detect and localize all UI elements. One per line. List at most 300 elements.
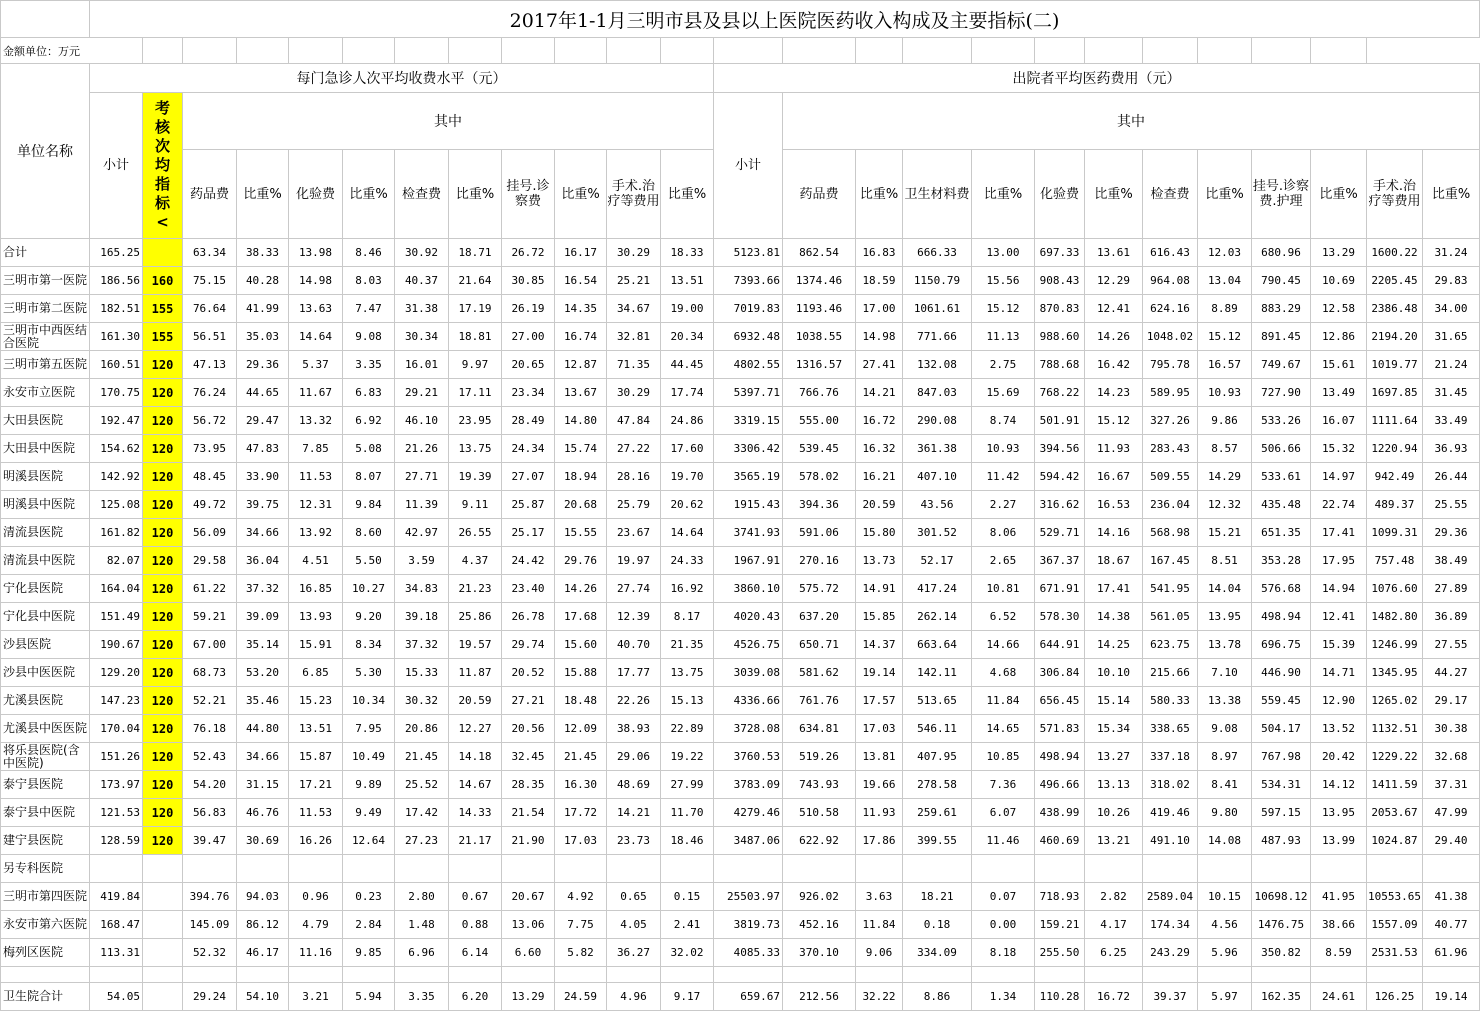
value-cell[interactable]: 1111.64 — [1367, 407, 1423, 435]
value-cell[interactable]: 14.91 — [856, 575, 903, 603]
value-cell[interactable]: 27.41 — [856, 351, 903, 379]
value-cell[interactable]: 539.45 — [783, 435, 856, 463]
empty-cell[interactable] — [555, 967, 607, 983]
kpi-cell[interactable]: 120 — [143, 631, 183, 659]
value-cell[interactable]: 10.81 — [972, 575, 1035, 603]
value-cell[interactable]: 534.31 — [1252, 771, 1311, 799]
value-cell[interactable]: 39.18 — [395, 603, 449, 631]
value-cell[interactable]: 192.47 — [90, 407, 143, 435]
value-cell[interactable]: 39.75 — [237, 491, 289, 519]
value-cell[interactable]: 29.74 — [502, 631, 555, 659]
kpi-cell[interactable] — [143, 883, 183, 911]
value-cell[interactable]: 316.62 — [1035, 491, 1085, 519]
value-cell[interactable]: 578.02 — [783, 463, 856, 491]
value-cell[interactable]: 3.35 — [343, 351, 395, 379]
value-cell[interactable]: 86.12 — [237, 911, 289, 939]
value-cell[interactable]: 132.08 — [903, 351, 972, 379]
value-cell[interactable]: 4.79 — [289, 911, 343, 939]
value-cell[interactable]: 14.94 — [1311, 575, 1367, 603]
value-cell[interactable]: 487.93 — [1252, 827, 1311, 855]
value-cell[interactable]: 18.71 — [449, 239, 502, 267]
value-cell[interactable]: 38.66 — [1311, 911, 1367, 939]
value-cell[interactable]: 52.17 — [903, 547, 972, 575]
value-cell[interactable]: 17.03 — [555, 827, 607, 855]
value-cell[interactable]: 10.15 — [1198, 883, 1252, 911]
value-cell[interactable]: 16.17 — [555, 239, 607, 267]
value-cell[interactable]: 16.67 — [1085, 463, 1143, 491]
value-cell[interactable]: 8.41 — [1198, 771, 1252, 799]
value-cell[interactable]: 12.39 — [607, 603, 661, 631]
value-cell[interactable]: 1132.51 — [1367, 715, 1423, 743]
value-cell[interactable]: 33.90 — [237, 463, 289, 491]
value-cell[interactable]: 506.66 — [1252, 435, 1311, 463]
value-cell[interactable]: 16.57 — [1198, 351, 1252, 379]
value-cell[interactable]: 17.11 — [449, 379, 502, 407]
empty-cell[interactable] — [183, 855, 237, 883]
unit-name-cell[interactable]: 尤溪县医院 — [1, 687, 90, 715]
value-cell[interactable]: 39.09 — [237, 603, 289, 631]
value-cell[interactable]: 44.27 — [1423, 659, 1480, 687]
value-cell[interactable]: 0.15 — [661, 883, 714, 911]
value-cell[interactable]: 47.13 — [183, 351, 237, 379]
value-cell[interactable]: 3565.19 — [714, 463, 783, 491]
value-cell[interactable]: 24.61 — [1311, 983, 1367, 1011]
value-cell[interactable]: 161.82 — [90, 519, 143, 547]
value-cell[interactable]: 1374.46 — [783, 267, 856, 295]
kpi-cell[interactable]: 120 — [143, 547, 183, 575]
value-cell[interactable]: 29.06 — [607, 743, 661, 771]
unit-name-cell[interactable]: 泰宁县医院 — [1, 771, 90, 799]
value-cell[interactable]: 3.21 — [289, 983, 343, 1011]
value-cell[interactable]: 16.54 — [555, 267, 607, 295]
value-cell[interactable]: 571.83 — [1035, 715, 1085, 743]
value-cell[interactable]: 5.50 — [343, 547, 395, 575]
kpi-cell[interactable]: 155 — [143, 295, 183, 323]
value-cell[interactable]: 17.60 — [661, 435, 714, 463]
value-cell[interactable]: 255.50 — [1035, 939, 1085, 967]
value-cell[interactable]: 38.49 — [1423, 547, 1480, 575]
value-cell[interactable]: 10698.12 — [1252, 883, 1311, 911]
value-cell[interactable]: 394.76 — [183, 883, 237, 911]
empty-cell[interactable] — [1311, 855, 1367, 883]
kpi-cell[interactable] — [143, 239, 183, 267]
empty-cell[interactable] — [1252, 855, 1311, 883]
value-cell[interactable]: 46.10 — [395, 407, 449, 435]
value-cell[interactable]: 19.70 — [661, 463, 714, 491]
value-cell[interactable]: 11.39 — [395, 491, 449, 519]
kpi-cell[interactable] — [143, 983, 183, 1011]
value-cell[interactable]: 29.47 — [237, 407, 289, 435]
value-cell[interactable]: 4.51 — [289, 547, 343, 575]
value-cell[interactable]: 186.56 — [90, 267, 143, 295]
value-cell[interactable]: 52.21 — [183, 687, 237, 715]
value-cell[interactable]: 35.03 — [237, 323, 289, 351]
corner-cell[interactable] — [1, 1, 90, 38]
value-cell[interactable]: 1076.60 — [1367, 575, 1423, 603]
value-cell[interactable]: 576.68 — [1252, 575, 1311, 603]
value-cell[interactable]: 27.21 — [502, 687, 555, 715]
value-cell[interactable]: 334.09 — [903, 939, 972, 967]
empty-cell[interactable] — [90, 855, 143, 883]
value-cell[interactable]: 13.95 — [1311, 799, 1367, 827]
value-cell[interactable]: 26.78 — [502, 603, 555, 631]
value-cell[interactable]: 11.53 — [289, 463, 343, 491]
value-cell[interactable]: 8.60 — [343, 519, 395, 547]
value-cell[interactable]: 63.34 — [183, 239, 237, 267]
value-cell[interactable]: 2053.67 — [1367, 799, 1423, 827]
value-cell[interactable]: 13.29 — [502, 983, 555, 1011]
value-cell[interactable]: 11.93 — [1085, 435, 1143, 463]
value-cell[interactable]: 16.85 — [289, 575, 343, 603]
value-cell[interactable]: 8.59 — [1311, 939, 1367, 967]
value-cell[interactable]: 4020.43 — [714, 603, 783, 631]
value-cell[interactable]: 32.68 — [1423, 743, 1480, 771]
value-cell[interactable]: 16.21 — [856, 463, 903, 491]
value-cell[interactable]: 13.51 — [289, 715, 343, 743]
value-cell[interactable]: 666.33 — [903, 239, 972, 267]
value-cell[interactable]: 2194.20 — [1367, 323, 1423, 351]
value-cell[interactable]: 278.58 — [903, 771, 972, 799]
empty-cell[interactable] — [783, 967, 856, 983]
unit-name-cell[interactable]: 三明市第五医院 — [1, 351, 90, 379]
value-cell[interactable]: 597.15 — [1252, 799, 1311, 827]
value-cell[interactable]: 18.48 — [555, 687, 607, 715]
value-cell[interactable]: 29.36 — [1423, 519, 1480, 547]
value-cell[interactable]: 24.34 — [502, 435, 555, 463]
value-cell[interactable]: 11.70 — [661, 799, 714, 827]
value-cell[interactable]: 3760.53 — [714, 743, 783, 771]
value-cell[interactable]: 19.97 — [607, 547, 661, 575]
value-cell[interactable]: 15.39 — [1311, 631, 1367, 659]
empty-cell[interactable] — [1252, 967, 1311, 983]
value-cell[interactable]: 12.29 — [1085, 267, 1143, 295]
empty-cell[interactable] — [856, 855, 903, 883]
value-cell[interactable]: 6.83 — [343, 379, 395, 407]
value-cell[interactable]: 25.55 — [1423, 491, 1480, 519]
value-cell[interactable]: 14.67 — [449, 771, 502, 799]
value-cell[interactable]: 6.96 — [395, 939, 449, 967]
value-cell[interactable]: 42.97 — [395, 519, 449, 547]
value-cell[interactable]: 9.08 — [343, 323, 395, 351]
value-cell[interactable]: 964.08 — [1143, 267, 1198, 295]
kpi-cell[interactable]: 120 — [143, 659, 183, 687]
empty-cell[interactable] — [343, 967, 395, 983]
value-cell[interactable]: 20.34 — [661, 323, 714, 351]
value-cell[interactable]: 16.32 — [856, 435, 903, 463]
value-cell[interactable]: 1967.91 — [714, 547, 783, 575]
value-cell[interactable]: 10.10 — [1085, 659, 1143, 687]
value-cell[interactable]: 4.37 — [449, 547, 502, 575]
value-cell[interactable]: 17.41 — [1085, 575, 1143, 603]
value-cell[interactable]: 541.95 — [1143, 575, 1198, 603]
value-cell[interactable]: 8.57 — [1198, 435, 1252, 463]
value-cell[interactable]: 17.41 — [1311, 519, 1367, 547]
value-cell[interactable]: 24.59 — [555, 983, 607, 1011]
kpi-cell[interactable]: 160 — [143, 267, 183, 295]
value-cell[interactable]: 71.35 — [607, 351, 661, 379]
value-cell[interactable]: 21.26 — [395, 435, 449, 463]
value-cell[interactable]: 9.97 — [449, 351, 502, 379]
value-cell[interactable]: 788.68 — [1035, 351, 1085, 379]
value-cell[interactable]: 353.28 — [1252, 547, 1311, 575]
value-cell[interactable]: 44.45 — [661, 351, 714, 379]
value-cell[interactable]: 30.32 — [395, 687, 449, 715]
value-cell[interactable]: 14.64 — [289, 323, 343, 351]
value-cell[interactable]: 54.20 — [183, 771, 237, 799]
kpi-cell[interactable]: 120 — [143, 379, 183, 407]
value-cell[interactable]: 28.49 — [502, 407, 555, 435]
value-cell[interactable]: 399.55 — [903, 827, 972, 855]
value-cell[interactable]: 26.44 — [1423, 463, 1480, 491]
value-cell[interactable]: 151.49 — [90, 603, 143, 631]
empty-cell[interactable] — [1367, 967, 1423, 983]
value-cell[interactable]: 306.84 — [1035, 659, 1085, 687]
value-cell[interactable]: 20.59 — [856, 491, 903, 519]
value-cell[interactable]: 182.51 — [90, 295, 143, 323]
value-cell[interactable]: 767.98 — [1252, 743, 1311, 771]
value-cell[interactable]: 757.48 — [1367, 547, 1423, 575]
value-cell[interactable]: 3.35 — [395, 983, 449, 1011]
value-cell[interactable]: 14.16 — [1085, 519, 1143, 547]
value-cell[interactable]: 142.92 — [90, 463, 143, 491]
value-cell[interactable]: 12.31 — [289, 491, 343, 519]
value-cell[interactable]: 13.29 — [1311, 239, 1367, 267]
value-cell[interactable]: 504.17 — [1252, 715, 1311, 743]
value-cell[interactable]: 870.83 — [1035, 295, 1085, 323]
value-cell[interactable]: 533.61 — [1252, 463, 1311, 491]
value-cell[interactable]: 20.52 — [502, 659, 555, 687]
value-cell[interactable]: 5397.71 — [714, 379, 783, 407]
kpi-cell[interactable]: 120 — [143, 435, 183, 463]
value-cell[interactable]: 283.43 — [1143, 435, 1198, 463]
value-cell[interactable]: 1345.95 — [1367, 659, 1423, 687]
value-cell[interactable]: 644.91 — [1035, 631, 1085, 659]
value-cell[interactable]: 16.07 — [1311, 407, 1367, 435]
value-cell[interactable]: 8.34 — [343, 631, 395, 659]
value-cell[interactable]: 11.84 — [972, 687, 1035, 715]
value-cell[interactable]: 616.43 — [1143, 239, 1198, 267]
value-cell[interactable]: 926.02 — [783, 883, 856, 911]
value-cell[interactable]: 21.23 — [449, 575, 502, 603]
kpi-cell[interactable]: 120 — [143, 519, 183, 547]
value-cell[interactable]: 327.26 — [1143, 407, 1198, 435]
value-cell[interactable]: 11.67 — [289, 379, 343, 407]
value-cell[interactable]: 407.10 — [903, 463, 972, 491]
value-cell[interactable]: 0.23 — [343, 883, 395, 911]
value-cell[interactable]: 27.23 — [395, 827, 449, 855]
value-cell[interactable]: 20.62 — [661, 491, 714, 519]
value-cell[interactable]: 13.92 — [289, 519, 343, 547]
value-cell[interactable]: 7.95 — [343, 715, 395, 743]
value-cell[interactable]: 761.76 — [783, 687, 856, 715]
value-cell[interactable]: 32.22 — [856, 983, 903, 1011]
value-cell[interactable]: 14.37 — [856, 631, 903, 659]
value-cell[interactable]: 8.06 — [972, 519, 1035, 547]
value-cell[interactable]: 417.24 — [903, 575, 972, 603]
value-cell[interactable]: 4.05 — [607, 911, 661, 939]
value-cell[interactable]: 3819.73 — [714, 911, 783, 939]
value-cell[interactable]: 13.81 — [856, 743, 903, 771]
kpi-cell[interactable]: 120 — [143, 463, 183, 491]
value-cell[interactable]: 24.86 — [661, 407, 714, 435]
value-cell[interactable]: 94.03 — [237, 883, 289, 911]
value-cell[interactable]: 14.08 — [1198, 827, 1252, 855]
unit-name-cell[interactable]: 永安市第六医院 — [1, 911, 90, 939]
value-cell[interactable]: 13.93 — [289, 603, 343, 631]
value-cell[interactable]: 14.26 — [555, 575, 607, 603]
empty-cell[interactable] — [289, 967, 343, 983]
value-cell[interactable]: 46.17 — [237, 939, 289, 967]
value-cell[interactable]: 496.66 — [1035, 771, 1085, 799]
value-cell[interactable]: 22.74 — [1311, 491, 1367, 519]
value-cell[interactable]: 743.93 — [783, 771, 856, 799]
value-cell[interactable]: 21.90 — [502, 827, 555, 855]
unit-name-cell[interactable]: 三明市中西医结合医院 — [1, 323, 90, 351]
value-cell[interactable]: 17.57 — [856, 687, 903, 715]
value-cell[interactable]: 10.93 — [1198, 379, 1252, 407]
value-cell[interactable]: 30.29 — [607, 379, 661, 407]
value-cell[interactable]: 15.55 — [555, 519, 607, 547]
value-cell[interactable]: 697.33 — [1035, 239, 1085, 267]
value-cell[interactable]: 883.29 — [1252, 295, 1311, 323]
value-cell[interactable]: 19.14 — [1423, 983, 1480, 1011]
empty-cell[interactable] — [143, 967, 183, 983]
value-cell[interactable]: 11.13 — [972, 323, 1035, 351]
value-cell[interactable]: 6.20 — [449, 983, 502, 1011]
value-cell[interactable]: 862.54 — [783, 239, 856, 267]
value-cell[interactable]: 10.49 — [343, 743, 395, 771]
value-cell[interactable]: 30.34 — [395, 323, 449, 351]
value-cell[interactable]: 34.00 — [1423, 295, 1480, 323]
value-cell[interactable]: 29.58 — [183, 547, 237, 575]
unit-name-cell[interactable]: 清流县医院 — [1, 519, 90, 547]
value-cell[interactable]: 14.21 — [856, 379, 903, 407]
value-cell[interactable]: 4.56 — [1198, 911, 1252, 939]
value-cell[interactable]: 32.45 — [502, 743, 555, 771]
value-cell[interactable]: 39.47 — [183, 827, 237, 855]
value-cell[interactable]: 12.86 — [1311, 323, 1367, 351]
value-cell[interactable]: 9.11 — [449, 491, 502, 519]
empty-cell[interactable] — [856, 967, 903, 983]
empty-cell[interactable] — [903, 967, 972, 983]
value-cell[interactable]: 3306.42 — [714, 435, 783, 463]
value-cell[interactable]: 190.67 — [90, 631, 143, 659]
empty-cell[interactable] — [1423, 855, 1480, 883]
empty-cell[interactable] — [783, 855, 856, 883]
value-cell[interactable]: 370.10 — [783, 939, 856, 967]
value-cell[interactable]: 28.16 — [607, 463, 661, 491]
value-cell[interactable]: 7393.66 — [714, 267, 783, 295]
value-cell[interactable]: 301.52 — [903, 519, 972, 547]
value-cell[interactable]: 10553.65 — [1367, 883, 1423, 911]
value-cell[interactable]: 580.33 — [1143, 687, 1198, 715]
value-cell[interactable]: 318.02 — [1143, 771, 1198, 799]
value-cell[interactable]: 15.88 — [555, 659, 607, 687]
value-cell[interactable]: 581.62 — [783, 659, 856, 687]
value-cell[interactable]: 44.80 — [237, 715, 289, 743]
value-cell[interactable]: 13.06 — [502, 911, 555, 939]
value-cell[interactable]: 407.95 — [903, 743, 972, 771]
value-cell[interactable]: 27.99 — [661, 771, 714, 799]
empty-cell[interactable] — [343, 855, 395, 883]
value-cell[interactable]: 29.40 — [1423, 827, 1480, 855]
value-cell[interactable]: 161.30 — [90, 323, 143, 351]
value-cell[interactable]: 452.16 — [783, 911, 856, 939]
value-cell[interactable]: 31.38 — [395, 295, 449, 323]
unit-name-cell[interactable]: 沙县中医医院 — [1, 659, 90, 687]
value-cell[interactable]: 1.48 — [395, 911, 449, 939]
value-cell[interactable]: 4802.55 — [714, 351, 783, 379]
value-cell[interactable]: 11.87 — [449, 659, 502, 687]
value-cell[interactable]: 38.33 — [237, 239, 289, 267]
value-cell[interactable]: 17.72 — [555, 799, 607, 827]
value-cell[interactable]: 4.68 — [972, 659, 1035, 687]
value-cell[interactable]: 0.88 — [449, 911, 502, 939]
value-cell[interactable]: 6.14 — [449, 939, 502, 967]
value-cell[interactable]: 27.89 — [1423, 575, 1480, 603]
value-cell[interactable]: 24.42 — [502, 547, 555, 575]
kpi-cell[interactable]: 120 — [143, 799, 183, 827]
value-cell[interactable]: 61.22 — [183, 575, 237, 603]
value-cell[interactable]: 24.33 — [661, 547, 714, 575]
value-cell[interactable]: 54.05 — [90, 983, 143, 1011]
value-cell[interactable]: 1024.87 — [1367, 827, 1423, 855]
value-cell[interactable]: 31.24 — [1423, 239, 1480, 267]
value-cell[interactable]: 68.73 — [183, 659, 237, 687]
value-cell[interactable]: 31.15 — [237, 771, 289, 799]
value-cell[interactable]: 15.13 — [661, 687, 714, 715]
value-cell[interactable]: 394.56 — [1035, 435, 1085, 463]
value-cell[interactable]: 9.08 — [1198, 715, 1252, 743]
value-cell[interactable]: 14.38 — [1085, 603, 1143, 631]
value-cell[interactable]: 650.71 — [783, 631, 856, 659]
value-cell[interactable]: 1.34 — [972, 983, 1035, 1011]
value-cell[interactable]: 718.93 — [1035, 883, 1085, 911]
value-cell[interactable]: 14.18 — [449, 743, 502, 771]
value-cell[interactable]: 125.08 — [90, 491, 143, 519]
kpi-cell[interactable]: 120 — [143, 351, 183, 379]
value-cell[interactable]: 12.41 — [1311, 603, 1367, 631]
value-cell[interactable]: 6.92 — [343, 407, 395, 435]
value-cell[interactable]: 20.68 — [555, 491, 607, 519]
value-cell[interactable]: 43.56 — [903, 491, 972, 519]
value-cell[interactable]: 0.18 — [903, 911, 972, 939]
value-cell[interactable]: 17.86 — [856, 827, 903, 855]
value-cell[interactable]: 4279.46 — [714, 799, 783, 827]
value-cell[interactable]: 35.14 — [237, 631, 289, 659]
value-cell[interactable]: 589.95 — [1143, 379, 1198, 407]
value-cell[interactable]: 0.67 — [449, 883, 502, 911]
value-cell[interactable]: 27.00 — [502, 323, 555, 351]
value-cell[interactable]: 73.95 — [183, 435, 237, 463]
value-cell[interactable]: 262.14 — [903, 603, 972, 631]
value-cell[interactable]: 0.96 — [289, 883, 343, 911]
value-cell[interactable]: 568.98 — [1143, 519, 1198, 547]
value-cell[interactable]: 19.57 — [449, 631, 502, 659]
value-cell[interactable]: 110.28 — [1035, 983, 1085, 1011]
value-cell[interactable]: 40.77 — [1423, 911, 1480, 939]
empty-cell[interactable] — [1143, 855, 1198, 883]
value-cell[interactable]: 3783.09 — [714, 771, 783, 799]
value-cell[interactable]: 12.58 — [1311, 295, 1367, 323]
value-cell[interactable]: 14.33 — [449, 799, 502, 827]
value-cell[interactable]: 259.61 — [903, 799, 972, 827]
value-cell[interactable]: 11.16 — [289, 939, 343, 967]
unit-name-cell[interactable]: 卫生院合计 — [1, 983, 90, 1011]
value-cell[interactable]: 513.65 — [903, 687, 972, 715]
unit-name-cell[interactable]: 宁化县医院 — [1, 575, 90, 603]
value-cell[interactable]: 129.20 — [90, 659, 143, 687]
